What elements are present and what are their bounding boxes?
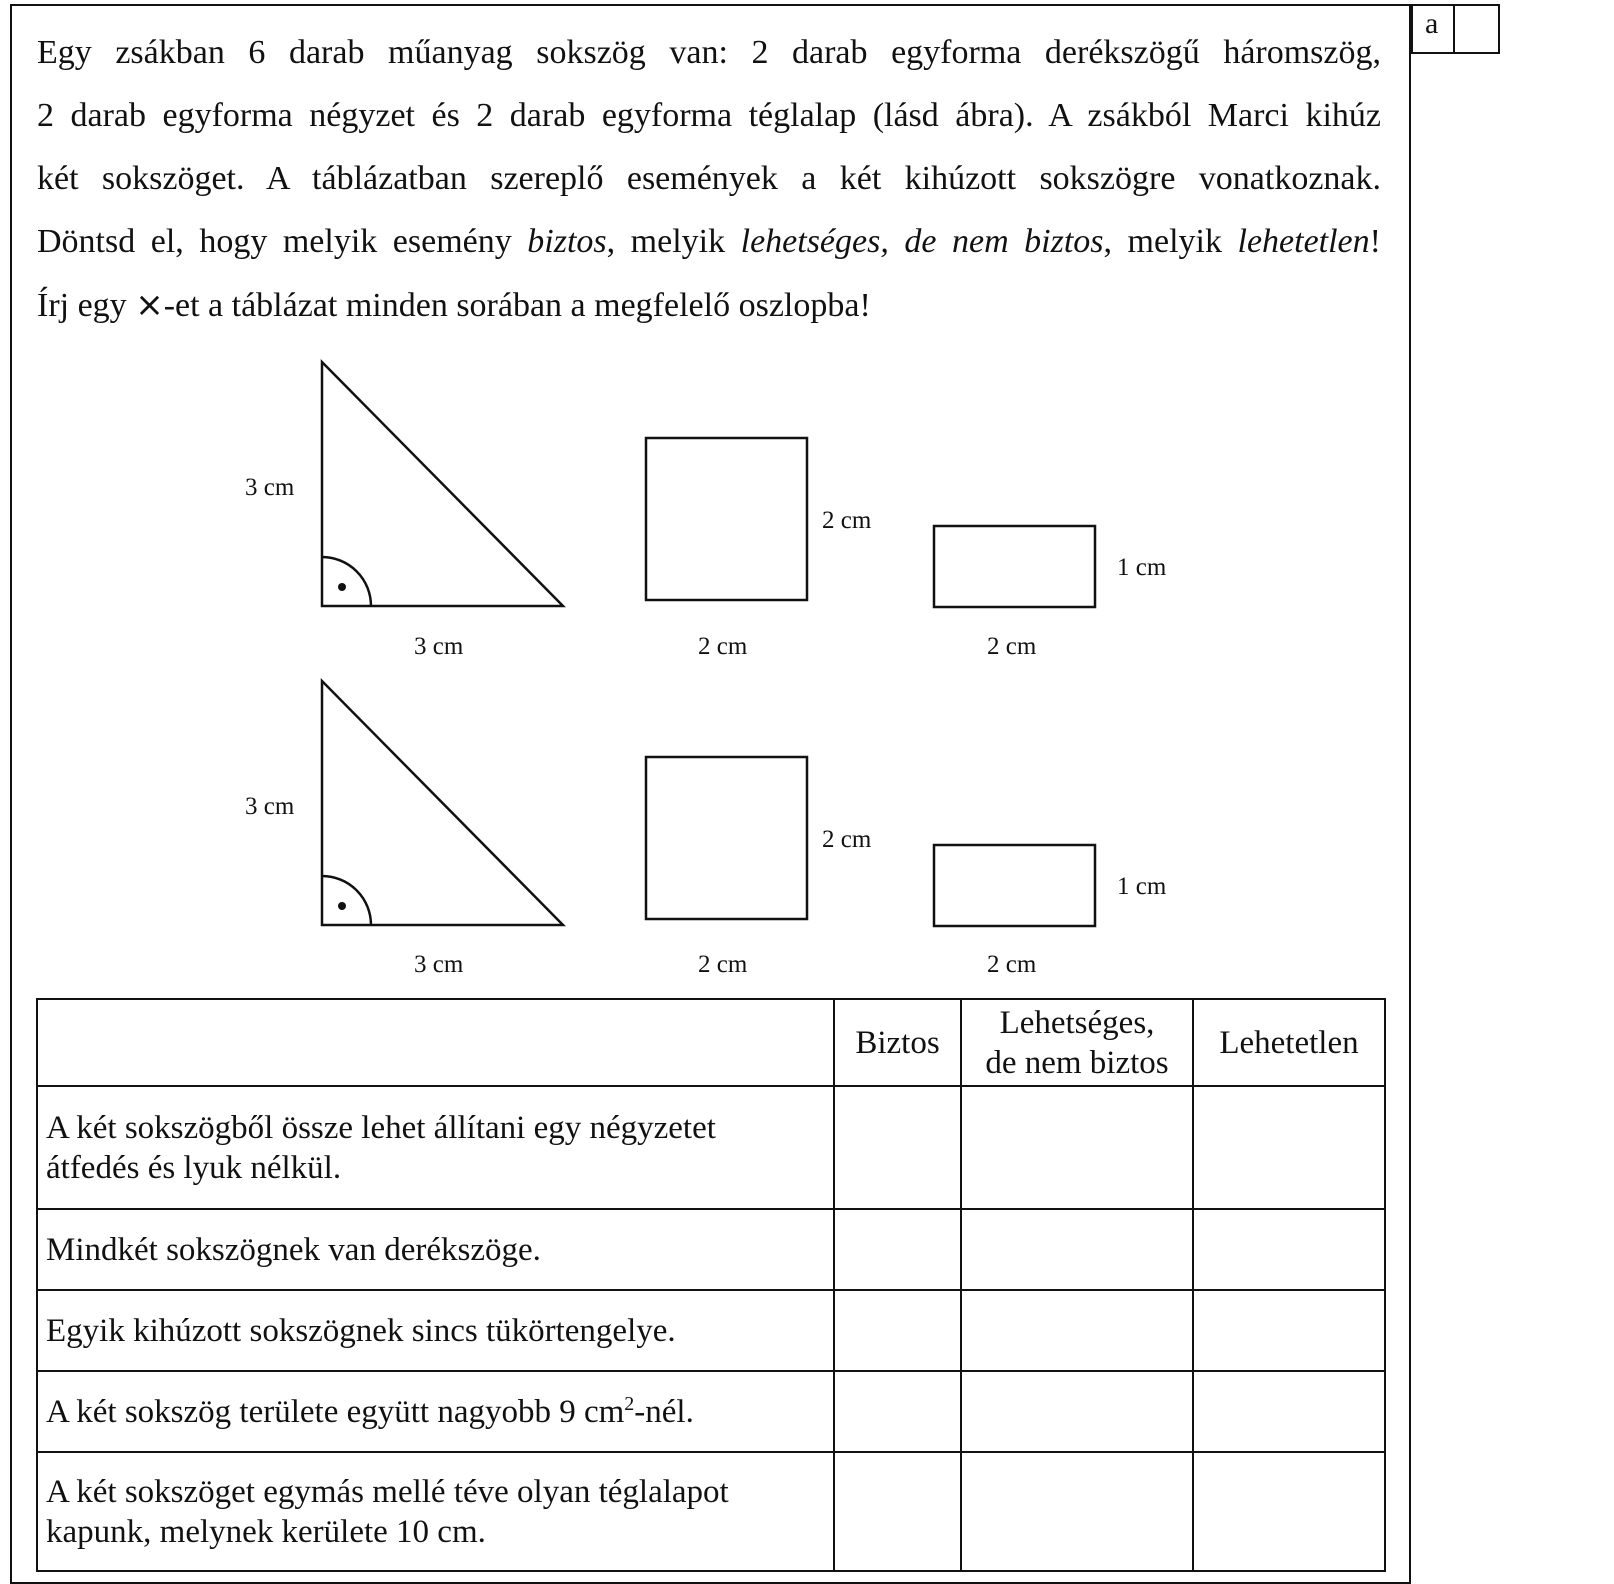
right-angle-mark — [322, 876, 371, 925]
intro-line-3: két sokszöget. A táblázatban szereplő események a két kihúzott sokszögre vonatkoznak. — [37, 160, 1381, 197]
rectangle-base-label: 2 cm — [987, 951, 1037, 978]
statement-5-line1: A két sokszöget egymás mellé téve olyan téglalapot — [46, 1473, 729, 1510]
triangle-shape — [322, 362, 563, 606]
intro-line-5-a: Írj egy — [37, 287, 136, 324]
answer-cell-lehetseges[interactable] — [961, 1290, 1193, 1371]
header-lehetseges-line1: Lehetséges, — [999, 1004, 1155, 1041]
shapes-row-2 — [245, 681, 1167, 978]
score-label: a — [1413, 6, 1455, 52]
table-row — [37, 1086, 1385, 1209]
triangle-base-label: 3 cm — [414, 951, 464, 978]
answer-cell-biztos[interactable] — [834, 1290, 961, 1371]
statement-1-line1: A két sokszögből össze lehet állítani egy négyzetet — [46, 1109, 716, 1146]
header-lehetseges — [961, 999, 1193, 1086]
statement-4-a: A két sokszög területe együtt nagyobb 9 cm — [46, 1393, 625, 1430]
answer-cell-biztos[interactable] — [834, 1452, 961, 1571]
triangle-base-label: 3 cm — [414, 633, 464, 660]
answer-cell-lehetetlen[interactable] — [1193, 1086, 1385, 1209]
right-angle-dot — [338, 583, 346, 591]
answer-cell-lehetseges[interactable] — [961, 1371, 1193, 1452]
statement-cell — [37, 1371, 834, 1452]
square-side-label: 2 cm — [822, 826, 872, 853]
answer-cell-lehetseges[interactable] — [961, 1452, 1193, 1571]
answer-cell-lehetetlen[interactable] — [1193, 1371, 1385, 1452]
rectangle-shape — [934, 526, 1095, 607]
statement-4-b: -nél. — [634, 1393, 694, 1430]
intro-line-5-b: -et a táblázat minden sorában a megfelelő oszlopba! — [163, 287, 871, 324]
table-row — [37, 1452, 1385, 1571]
table-row — [37, 1371, 1385, 1452]
triangle-height-label: 3 cm — [245, 793, 295, 820]
triangle-shape — [322, 681, 563, 925]
square-side-label: 2 cm — [822, 507, 872, 534]
answer-cell-lehetetlen[interactable] — [1193, 1209, 1385, 1290]
header-biztos: Biztos — [834, 999, 961, 1086]
intro-line-4-g: ! — [1369, 223, 1381, 260]
table-row — [37, 1209, 1385, 1290]
rectangle-shape — [934, 845, 1095, 926]
statement-cell: Egyik kihúzott sokszögnek sincs tükörtengelye. — [37, 1290, 834, 1371]
table-row — [37, 1290, 1385, 1371]
rectangle-height-label: 1 cm — [1117, 554, 1167, 581]
square-base-label: 2 cm — [698, 633, 748, 660]
statement-cell — [37, 1086, 834, 1209]
intro-line-4-e: , melyik — [1103, 223, 1238, 260]
intro-line-4-a: Döntsd el, hogy melyik esemény — [37, 223, 528, 260]
statement-1-line2: átfedés és lyuk nélkül. — [46, 1149, 342, 1186]
rectangle-base-label: 2 cm — [987, 633, 1037, 660]
statement-5-line2: kapunk, melynek kerülete 10 cm. — [46, 1513, 486, 1550]
answer-cell-lehetseges[interactable] — [961, 1209, 1193, 1290]
intro-line-4-c: , melyik — [606, 223, 741, 260]
header-empty — [37, 999, 834, 1086]
right-angle-dot — [338, 902, 346, 910]
answer-cell-biztos[interactable] — [834, 1086, 961, 1209]
answer-cell-biztos[interactable] — [834, 1209, 961, 1290]
word-biztos: biztos — [527, 223, 607, 260]
answer-cell-lehetetlen[interactable] — [1193, 1290, 1385, 1371]
word-lehetetlen: lehetetlen — [1237, 223, 1370, 260]
x-mark-symbol: × — [135, 285, 164, 325]
answer-cell-biztos[interactable] — [834, 1371, 961, 1452]
statement-cell: Mindkét sokszögnek van derékszöge. — [37, 1209, 834, 1290]
header-lehetetlen: Lehetetlen — [1193, 999, 1385, 1086]
answer-cell-lehetseges[interactable] — [961, 1086, 1193, 1209]
right-angle-mark — [322, 557, 371, 606]
square-shape — [646, 438, 807, 600]
table-header-row — [37, 999, 1385, 1086]
square-base-label: 2 cm — [698, 951, 748, 978]
rectangle-height-label: 1 cm — [1117, 873, 1167, 900]
header-lehetseges-line2: de nem biztos — [985, 1044, 1169, 1081]
intro-line-1: Egy zsákban 6 darab műanyag sokszög van: 2 darab egyforma derékszögű háromszög, — [37, 34, 1381, 71]
intro-line-2: 2 darab egyforma négyzet és 2 darab egyforma téglalap (lásd ábra). A zsákból Marci kihúz — [37, 97, 1381, 134]
events-table — [36, 998, 1386, 1572]
statement-cell — [37, 1452, 834, 1571]
answer-cell-lehetetlen[interactable] — [1193, 1452, 1385, 1571]
word-lehetseges: lehetséges, de nem biztos — [740, 223, 1104, 260]
statement-4-sup: 2 — [624, 1392, 635, 1415]
shapes-row-1 — [245, 362, 1167, 660]
triangle-height-label: 3 cm — [245, 474, 295, 501]
square-shape — [646, 757, 807, 919]
